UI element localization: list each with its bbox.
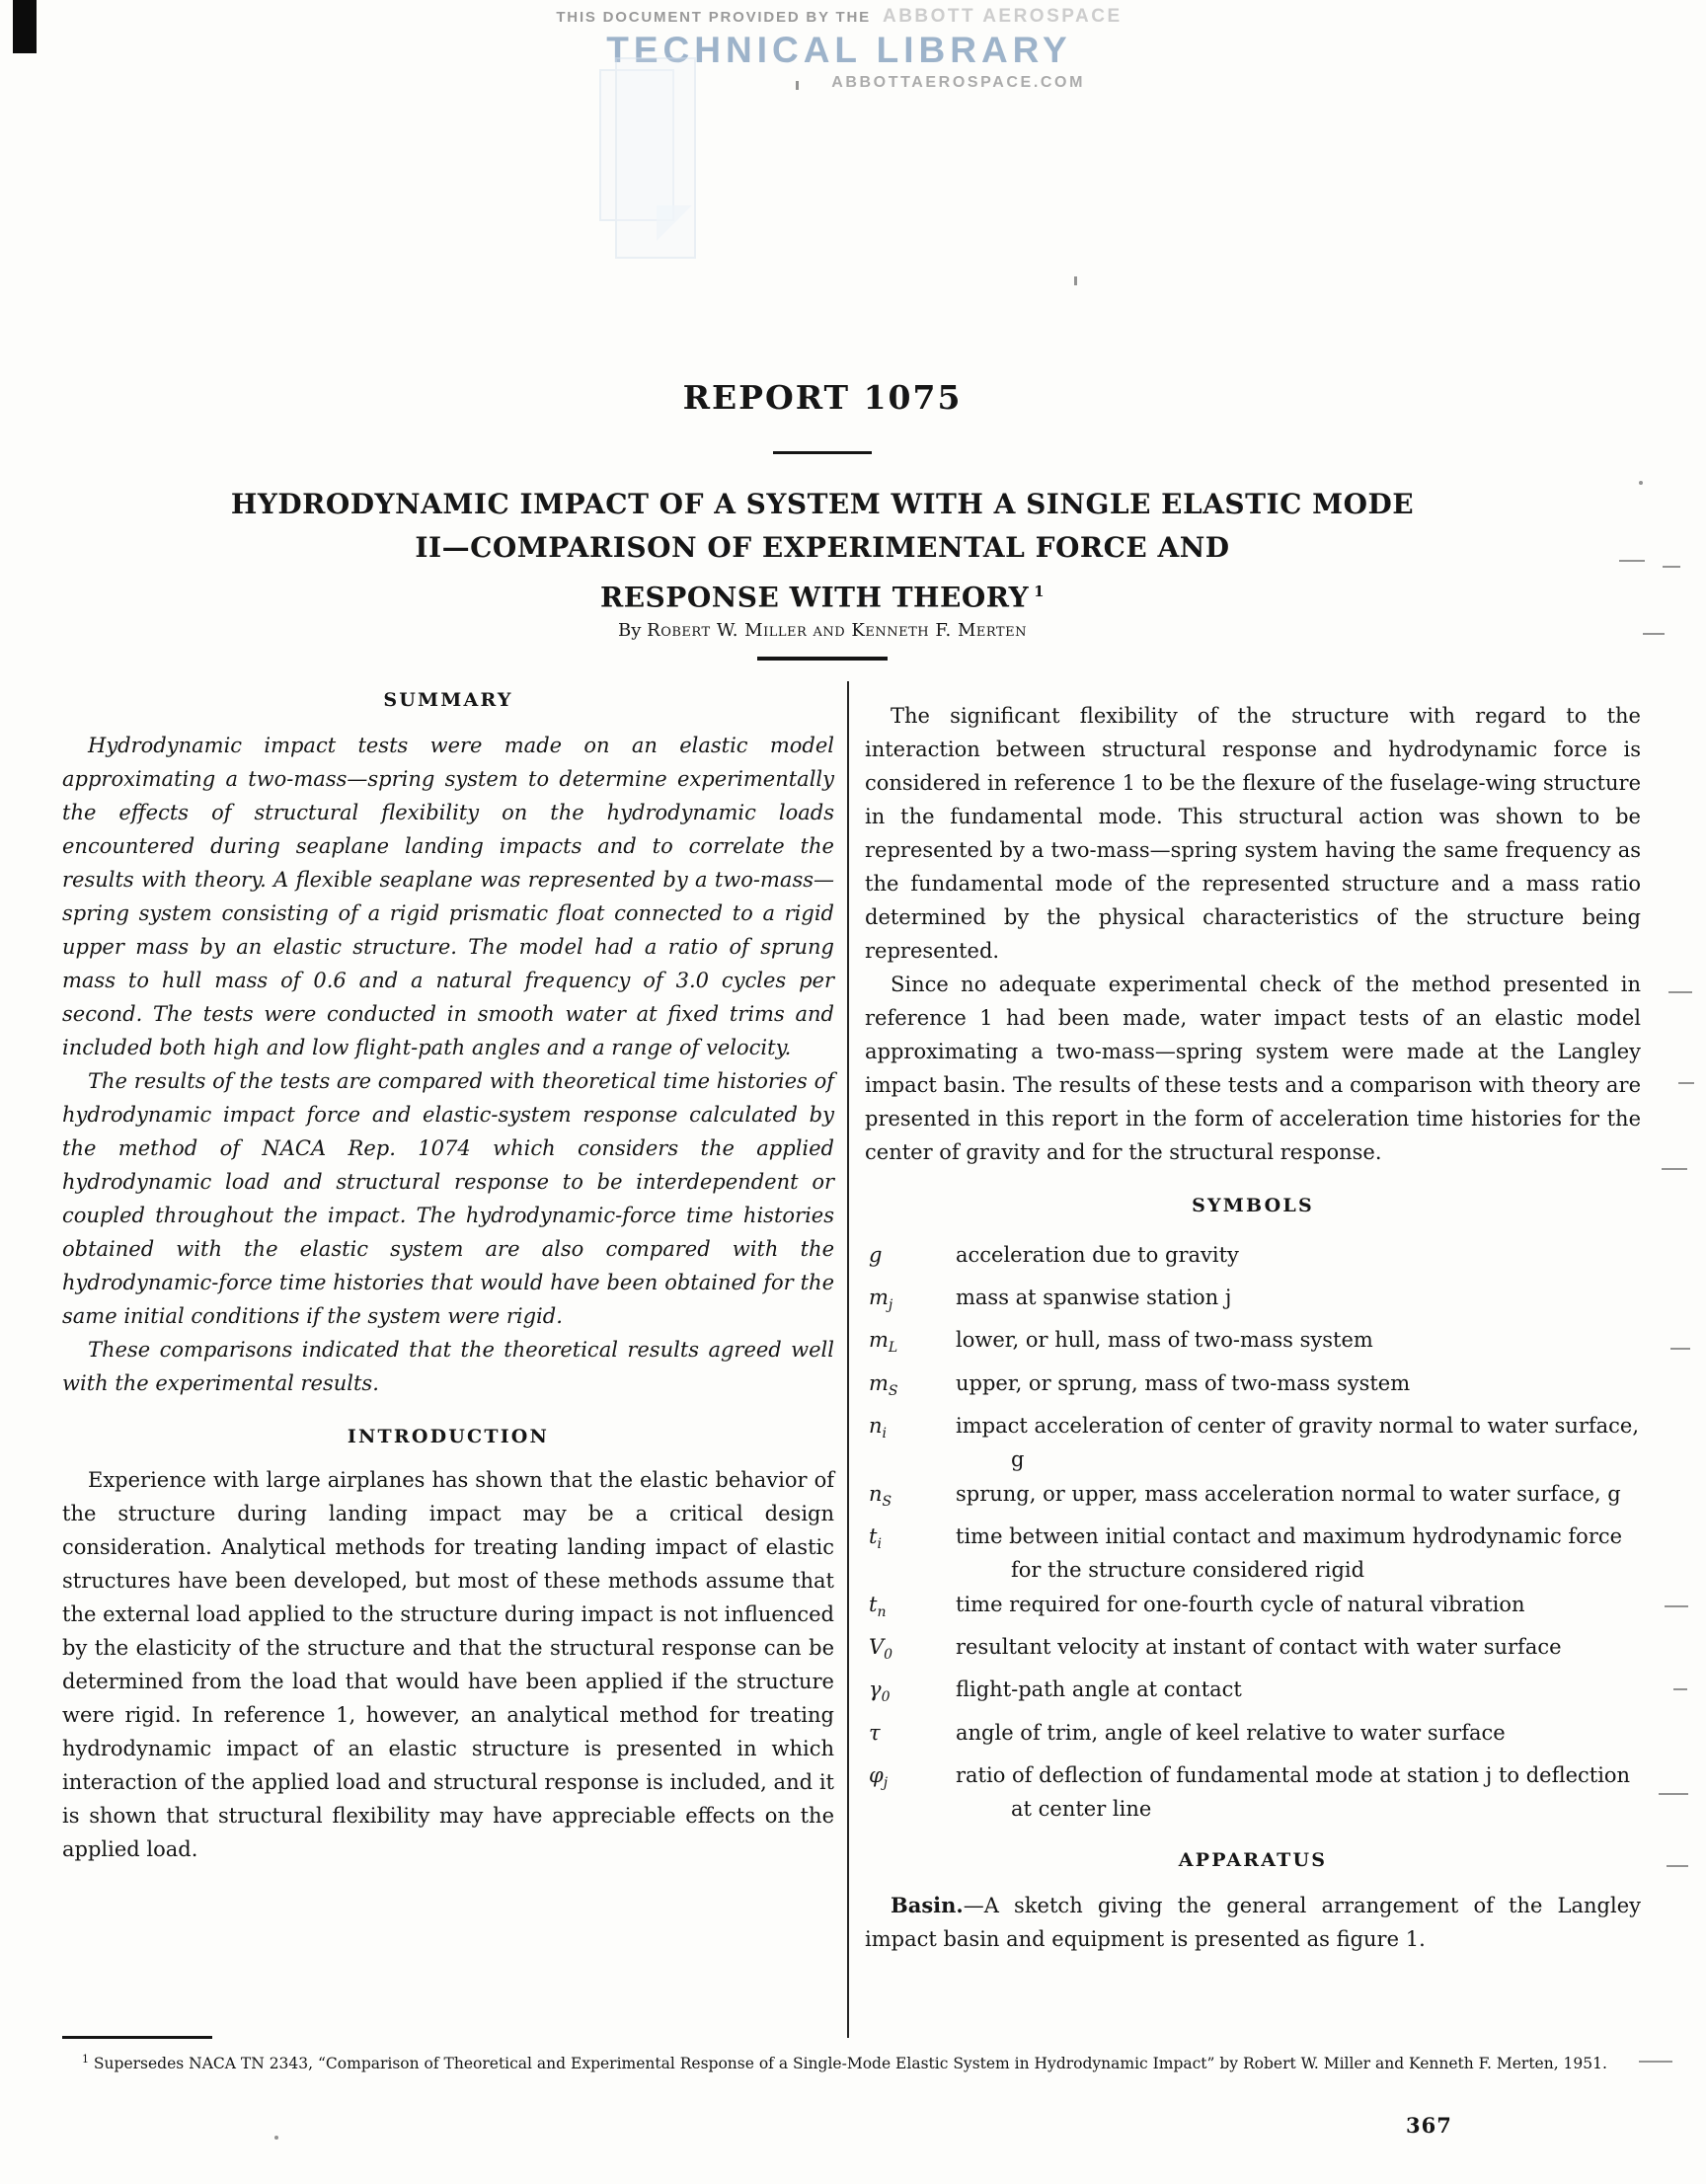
symbol: τ [869, 1720, 881, 1745]
watermark-brand-text: ABBOTT AEROSPACE [882, 6, 1123, 27]
summary-paragraph: Hydrodynamic impact tests were made on an elastic model approximating a two-mass—spring system to determine experimentally the effects of structural flexibility on the hydrodynamic loads encountered during seaplane landing impacts and to correlate the results with theory. A flexible seaplane was represented by a two-mass—spring system consisting of a rigid prismatic float connected to a rigid upper mass by an elastic structure. The model had a ratio of sprung mass to hull mass of 0.6 and a natural frequency of 3.0 cycles per second. The tests were conducted in smooth water at fixed trims and included both high and low flight-path angles and a range of velocity. [62, 734, 834, 1059]
document-pages-icon [599, 57, 708, 274]
symbol-definition: resultant velocity at instant of contact with water surface [956, 1635, 1562, 1660]
introduction-paragraph: Experience with large airplanes has shown that the elastic behavior of the structure during landing impact may be a critical design consideration. Analytical methods for treating landing impact of elastic structures have been developed, but most of these methods assume that the external load applied to the structure during impact is not influenced by the elasticity of the structure and that the structural response can be determined from the load that would have been applied if the structure were rigid. In reference 1, however, an analytical method for treating hydrodynamic impact of an elastic structure is presented in which interaction of the applied load and structural response is included, and it is shown that structural flexibility may have appreciable effects on the applied load. [62, 1468, 834, 1861]
symbol-definition: acceleration due to gravity [956, 1243, 1239, 1267]
byline [62, 620, 1583, 641]
symbol-definition: mass at spanwise station j [956, 1286, 1232, 1310]
title-line-3: RESPONSE WITH THEORY $^1$ [599, 581, 1046, 614]
report-title [62, 483, 1583, 619]
watermark [556, 6, 1123, 92]
scan-artifact [1619, 560, 1645, 562]
scan-artifact [1639, 481, 1643, 485]
symbol: $n_i$ [869, 1413, 888, 1442]
left-column [62, 683, 834, 1866]
symbol: $m_S$ [869, 1370, 898, 1399]
symbol-row [865, 1758, 1641, 1826]
scan-artifact [1670, 1348, 1690, 1350]
symbol-row [865, 1323, 1641, 1365]
footnote-marker: 1 [82, 2053, 89, 2066]
symbol-definition: angle of trim, angle of keel relative to water surface [956, 1720, 1506, 1745]
summary-paragraph: These comparisons indicated that the theoretical results agreed well with the experimental results. [62, 1338, 834, 1395]
footnote-text: Supersedes NACA TN 2343, “Comparison of Theoretical and Experimental Response of a Single-Mode Elastic System in Hydrodynamic Impact” by Robert W. Miller and Kenneth F. Merten, 1951. [89, 2055, 1607, 2073]
page-number: 367 [1406, 2113, 1452, 2138]
scan-artifact [1668, 991, 1692, 993]
symbol: $V_0$ [869, 1635, 893, 1664]
apparatus-heading: APPARATUS [1178, 1848, 1328, 1871]
symbol-definition: time required for one-fourth cycle of natural vibration [956, 1592, 1525, 1616]
symbol-row [865, 1366, 1641, 1408]
symbol-definition: lower, or hull, mass of two-mass system [956, 1328, 1373, 1353]
symbol-definition: time between initial contact and maximum hydrodynamic force for the structure considered rigid [956, 1523, 1623, 1582]
divider-rule [757, 657, 888, 661]
introduction-heading: INTRODUCTION [347, 1426, 550, 1447]
scan-artifact [1678, 1082, 1694, 1084]
scan-artifact [1673, 1688, 1687, 1690]
column-divider-rule [847, 681, 849, 2038]
symbol-definition: upper, or sprung, mass of two-mass system [956, 1370, 1411, 1395]
symbol-row [865, 1673, 1641, 1714]
symbol: $t_i$ [869, 1523, 882, 1553]
scan-artifact [1665, 1605, 1688, 1607]
watermark-library-text: TECHNICAL LIBRARY [606, 30, 1072, 70]
byline-authors: Robert W. Miller and Kenneth F. Merten [647, 620, 1027, 641]
watermark-provided-line [556, 6, 1123, 28]
apparatus-paragraph: Basin.—A sketch giving the general arrangement of the Langley impact basin and equipment is presented as figure 1. [865, 1892, 1641, 1951]
symbol: g [869, 1243, 883, 1267]
symbol-row [865, 1588, 1641, 1629]
symbols-heading: SYMBOLS [1192, 1195, 1314, 1216]
watermark-provided-text: THIS DOCUMENT PROVIDED BY THE [556, 9, 871, 26]
scan-artifact [1074, 276, 1077, 285]
title-footnote-marker: 1 [1034, 583, 1046, 600]
scan-artifact [1663, 566, 1680, 568]
scan-artifact [1659, 1793, 1688, 1795]
symbol: $m_L$ [869, 1328, 898, 1357]
summary-heading: SUMMARY [383, 689, 513, 711]
scan-artifact [1667, 1865, 1688, 1867]
symbol-row [865, 1716, 1641, 1757]
symbol-row [865, 1477, 1641, 1519]
symbol-row [865, 1630, 1641, 1672]
title-line-2: II—COMPARISON OF EXPERIMENTAL FORCE AND [415, 531, 1230, 564]
symbol: $t_n$ [869, 1592, 887, 1621]
footnote [62, 2048, 1650, 2075]
symbol-definition: ratio of deflection of fundamental mode at station j to deflection at center line [956, 1762, 1631, 1821]
right-column [865, 683, 1641, 1956]
body-paragraph: The significant flexibility of the structure with regard to the interaction between structural response and hydrodynamic force is considered in reference 1 to be the flexure of the fuselage-wing structure in the fundamental mode. This structural action was shown to be represented by a two-mass—spring system having the same frequency as the fundamental mode of the represented structure and a mass ratio determined by the physical characteristics of the structure being represented. [865, 704, 1641, 963]
scan-artifact [1643, 633, 1665, 635]
symbol-definition: sprung, or upper, mass acceleration normal to water surface, g [956, 1481, 1621, 1506]
symbol-row [865, 1409, 1641, 1476]
scan-artifact [274, 2136, 278, 2140]
summary-paragraph: The results of the tests are compared with theoretical time histories of hydrodynamic impact force and elastic-system response calculated by the method of NACA Rep. 1074 which considers the applied hydrodynamic load and structural response to be interdependent or coupled throughout the impact. The hydrodynamic-force time histories obtained with the elastic system are also compared with the hydrodynamic-force time histories that would have been obtained for the same initial conditions if the system were rigid. [62, 1069, 834, 1328]
byline-prefix: By [618, 620, 642, 641]
title-line-1: HYDRODYNAMIC IMPACT OF A SYSTEM WITH A SINGLE ELASTIC MODE [230, 488, 1415, 520]
basin-lead: Basin. [891, 1892, 964, 1917]
symbol-row [865, 1520, 1641, 1587]
body-paragraph: Since no adequate experimental check of the method presented in reference 1 had been made, water impact tests of an elastic model approximating a two-mass—spring system were made at the Langley impact basin. The results of these tests and a comparison with theory are presented in this report in the form of acceleration time histories for the center of gravity and for the structural response. [865, 973, 1641, 1164]
footnote-rule [62, 2036, 212, 2039]
symbol-row [865, 1281, 1641, 1322]
symbol-row [865, 1238, 1641, 1280]
symbol: $n_S$ [869, 1481, 892, 1510]
symbol: $\gamma_0$ [869, 1677, 891, 1706]
scan-artifact [13, 0, 37, 53]
symbol-definition: flight-path angle at contact [956, 1677, 1242, 1702]
divider-rule [773, 451, 872, 454]
watermark-site-text: ABBOTTAEROSPACE.COM [831, 74, 1085, 91]
symbol: $m_j$ [869, 1286, 893, 1314]
symbol-definition: impact acceleration of center of gravity normal to water surface, g [956, 1413, 1640, 1471]
symbol: $\varphi_j$ [869, 1762, 889, 1791]
scan-artifact [1662, 1168, 1687, 1170]
report-number: REPORT 1075 [682, 378, 963, 417]
